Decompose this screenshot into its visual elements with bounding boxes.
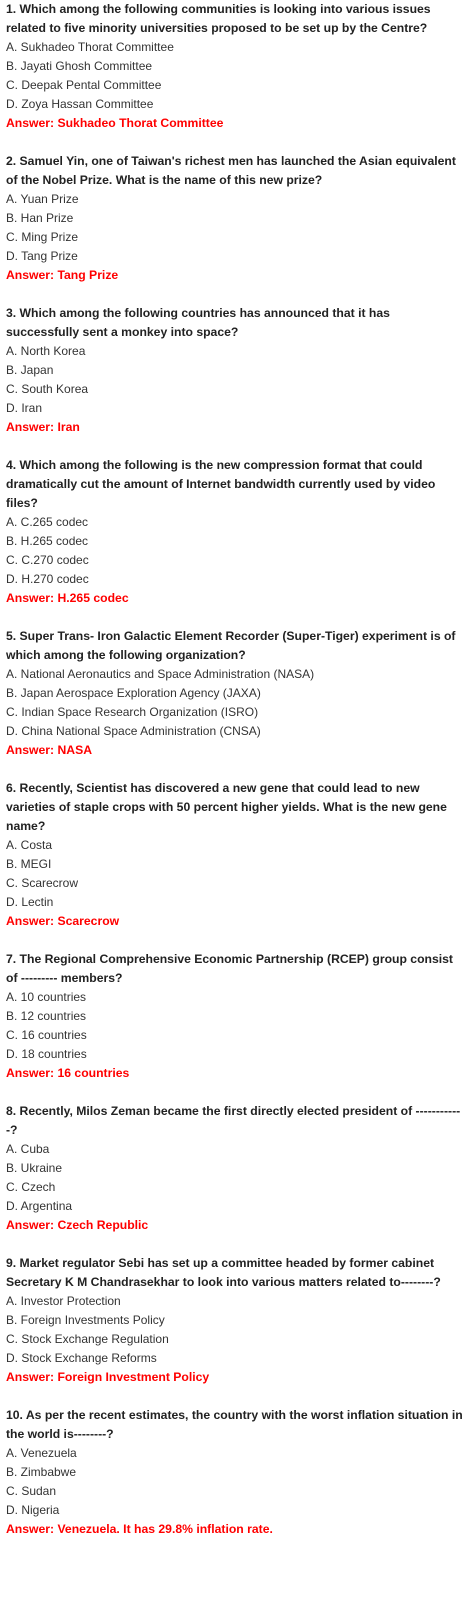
options-list [6, 1292, 464, 1368]
option-c: C. Czech [6, 1180, 56, 1194]
option-c: C. C.270 codec [6, 553, 89, 567]
option-a: A. Investor Protection [6, 1294, 121, 1308]
option-a: A. North Korea [6, 344, 86, 358]
answer-text: Answer: Scarecrow [6, 914, 120, 928]
option-a: A. Costa [6, 838, 53, 852]
options-list [6, 1140, 464, 1216]
options-list [6, 988, 464, 1064]
options-list [6, 665, 464, 741]
answer-text: Answer: 16 countries [6, 1066, 130, 1080]
option-b: B. Han Prize [6, 211, 74, 225]
option-c: C. Indian Space Research Organization (ISRO) [6, 705, 259, 719]
question-block-9 [6, 1254, 464, 1387]
answer-text: Answer: Venezuela. It has 29.8% inflation rate. [6, 1522, 273, 1536]
answer-text: Answer: Iran [6, 420, 80, 434]
answer-text: Answer: Tang Prize [6, 268, 119, 282]
answer-text: Answer: H.265 codec [6, 591, 129, 605]
answer-text: Answer: Czech Republic [6, 1218, 149, 1232]
option-a: A. Cuba [6, 1142, 50, 1156]
option-b: B. Zimbabwe [6, 1465, 77, 1479]
option-c: C. South Korea [6, 382, 89, 396]
option-b: B. H.265 codec [6, 534, 89, 548]
option-b: B. Japan [6, 363, 54, 377]
option-a: A. Yuan Prize [6, 192, 79, 206]
question-text: 1. Which among the following communities is looking into various issues related to five minority universities proposed to be set up by the Centre? [6, 2, 431, 35]
option-b: B. Foreign Investments Policy [6, 1313, 165, 1327]
option-d: D. 18 countries [6, 1047, 87, 1061]
option-d: D. Stock Exchange Reforms [6, 1351, 157, 1365]
answer-text: Answer: NASA [6, 743, 93, 757]
question-text: 8. Recently, Milos Zeman became the first directly elected president of ------------? [6, 1104, 461, 1137]
answer-text: Answer: Sukhadeo Thorat Committee [6, 116, 224, 130]
question-text: 10. As per the recent estimates, the country with the worst inflation situation in the world is--------? [6, 1408, 463, 1441]
question-text: 4. Which among the following is the new compression format that could dramatically cut the amount of Internet bandwidth currently used by video files? [6, 458, 436, 510]
question-text: 7. The Regional Comprehensive Economic Partnership (RCEP) group consist of --------- members? [6, 952, 453, 985]
options-list [6, 342, 464, 418]
question-text: 6. Recently, Scientist has discovered a new gene that could lead to new varieties of staple crops with 50 percent higher yields. What is the new gene name? [6, 781, 447, 833]
option-a: A. C.265 codec [6, 515, 89, 529]
question-block-7 [6, 950, 464, 1083]
answer-text: Answer: Foreign Investment Policy [6, 1370, 210, 1384]
question-block-4 [6, 456, 464, 608]
options-list [6, 513, 464, 589]
options-list [6, 38, 464, 114]
question-block-5 [6, 627, 464, 760]
question-block-6 [6, 779, 464, 931]
options-list [6, 190, 464, 266]
option-c: C. Deepak Pental Committee [6, 78, 162, 92]
question-text: 9. Market regulator Sebi has set up a committee headed by former cabinet Secretary K M Chandrasekhar to look into various matters related to--------? [6, 1256, 441, 1289]
question-text: 5. Super Trans- Iron Galactic Element Recorder (Super-Tiger) experiment is of which among the following organization? [6, 629, 456, 662]
question-block-10 [6, 1406, 464, 1539]
question-text: 2. Samuel Yin, one of Taiwan's richest men has launched the Asian equivalent of the Nobel Prize. What is the name of this new prize? [6, 154, 456, 187]
option-a: A. Venezuela [6, 1446, 77, 1460]
option-d: D. Lectin [6, 895, 54, 909]
option-a: A. 10 countries [6, 990, 87, 1004]
option-b: B. Ukraine [6, 1161, 63, 1175]
option-b: B. Japan Aerospace Exploration Agency (JAXA) [6, 686, 261, 700]
question-text: 3. Which among the following countries has announced that it has successfully sent a monkey into space? [6, 306, 390, 339]
option-a: A. National Aeronautics and Space Administration (NASA) [6, 667, 315, 681]
option-d: D. China National Space Administration (CNSA) [6, 724, 261, 738]
option-d: D. Nigeria [6, 1503, 60, 1517]
option-a: A. Sukhadeo Thorat Committee [6, 40, 174, 54]
question-block-1 [6, 0, 464, 133]
question-block-8 [6, 1102, 464, 1235]
option-b: B. Jayati Ghosh Committee [6, 59, 153, 73]
option-b: B. MEGI [6, 857, 52, 871]
option-c: C. Sudan [6, 1484, 57, 1498]
option-c: C. Ming Prize [6, 230, 79, 244]
question-block-2 [6, 152, 464, 285]
options-list [6, 836, 464, 912]
option-d: D. Argentina [6, 1199, 73, 1213]
option-c: C. Scarecrow [6, 876, 79, 890]
option-d: D. Iran [6, 401, 43, 415]
option-d: D. H.270 codec [6, 572, 89, 586]
option-d: D. Zoya Hassan Committee [6, 97, 154, 111]
option-c: C. Stock Exchange Regulation [6, 1332, 169, 1346]
options-list [6, 1444, 464, 1520]
question-block-3 [6, 304, 464, 437]
option-d: D. Tang Prize [6, 249, 78, 263]
option-c: C. 16 countries [6, 1028, 87, 1042]
option-b: B. 12 countries [6, 1009, 87, 1023]
